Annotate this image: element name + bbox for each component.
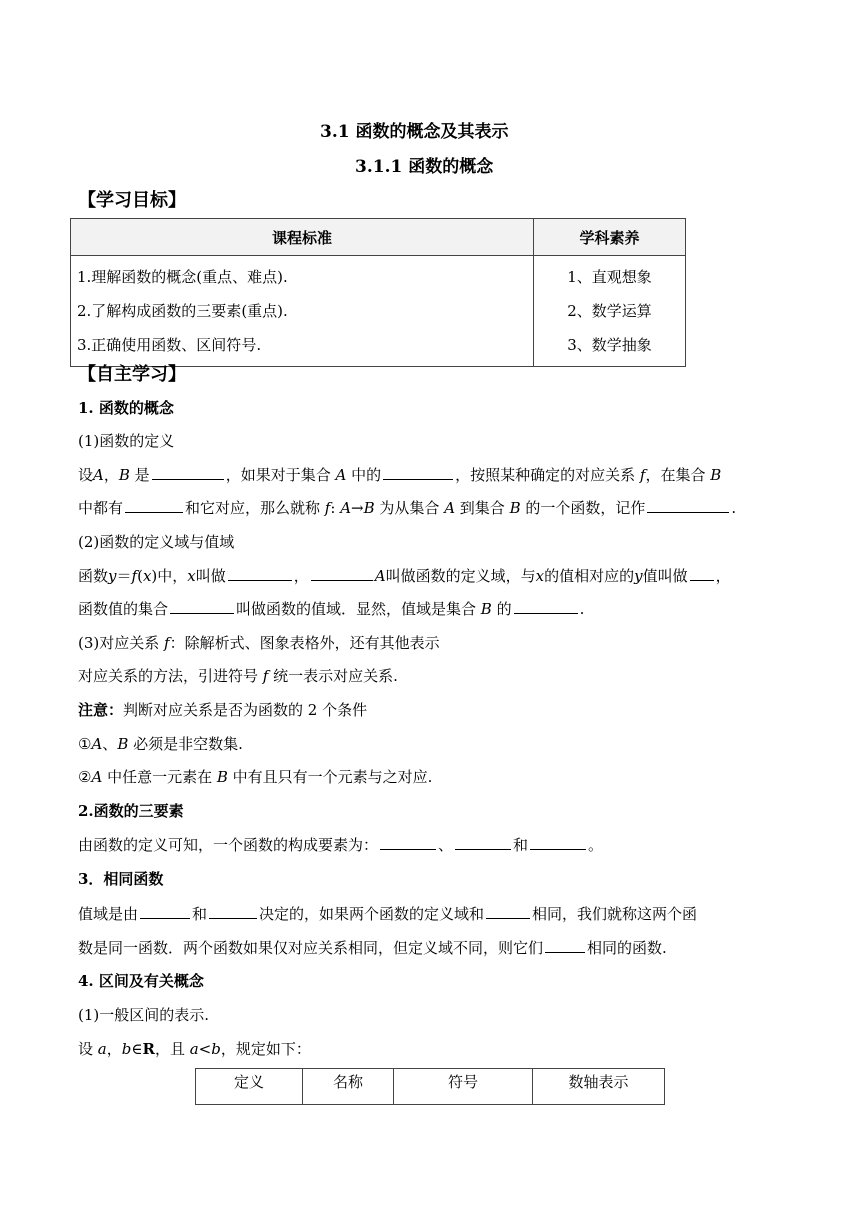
heading-function-concept: 1. 函数的概念 <box>78 399 174 417</box>
fill-blank <box>455 848 511 850</box>
fill-blank <box>140 917 190 919</box>
literacy-cell <box>534 256 686 367</box>
same-function-line-2: 数是同一函数．两个函数如果仅对应关系相同，但定义域不同，则它们 相同的函数. <box>78 939 667 957</box>
subheading-definition: (1)函数的定义 <box>78 432 175 450</box>
learning-goals-table <box>70 218 686 367</box>
heading-interval: 4. 区间及有关概念 <box>78 972 204 990</box>
standards-cell <box>71 256 534 367</box>
fill-blank <box>152 478 224 480</box>
note-item-2: ②A 中任意一元素在 B 中有且只有一个元素与之对应. <box>78 768 433 786</box>
header-name: 名称 <box>303 1069 394 1105</box>
subheading-domain-range: (2)函数的定义域与值域 <box>78 533 235 551</box>
standard-item: 1.理解函数的概念(重点、难点). <box>77 268 288 286</box>
header-number-line: 数轴表示 <box>533 1069 665 1105</box>
note-item-1: ①A、B 必须是非空数集. <box>78 735 243 753</box>
mapping-line-1: (3)对应关系 f：除解析式、图象表格外，还有其他表示 <box>78 634 440 652</box>
interval-subheading: (1)一般区间的表示. <box>78 1006 210 1024</box>
three-elements-line: 由函数的定义可知，一个函数的构成要素为： 、 和 。 <box>78 836 604 854</box>
domain-line-1: 函数y＝f(x)中，x叫做 ， A叫做函数的定义域，与x的值相对应的y值叫做 ， <box>78 567 731 585</box>
fill-blank <box>647 511 729 513</box>
literacy-item: 3、数学抽象 <box>567 336 652 354</box>
fill-blank <box>486 917 530 919</box>
fill-blank <box>383 478 453 480</box>
header-definition: 定义 <box>196 1069 303 1105</box>
subsection-title: 3.1.1 函数的概念 <box>355 157 494 177</box>
literacy-item: 1、直观想象 <box>567 268 652 286</box>
heading-same-function: 3．相同函数 <box>78 870 164 888</box>
same-function-line-1: 值域是由 和 决定的，如果两个函数的定义域和 相同，我们就称这两个函 <box>78 905 698 923</box>
definition-line-1: 设A，B 是 ，如果对于集合 A 中的 ，按照某种确定的对应关系 f，在集合 B <box>78 466 722 484</box>
header-literacy: 学科素养 <box>534 219 686 256</box>
domain-line-2: 函数值的集合 叫做函数的值域．显然，值域是集合 B 的 . <box>78 600 585 618</box>
definition-line-2: 中都有 和它对应，那么就称 f: A→B 为从集合 A 到集合 B 的一个函数，记作 . <box>78 499 737 517</box>
heading-three-elements: 2.函数的三要素 <box>78 802 184 820</box>
note-line: 注意：判断对应关系是否为函数的 2 个条件 <box>78 701 368 719</box>
learning-goals-heading: 【学习目标】 <box>78 190 186 211</box>
literacy-item: 2、数学运算 <box>567 302 652 320</box>
header-symbol: 符号 <box>394 1069 533 1105</box>
header-course-standard: 课程标准 <box>71 219 534 256</box>
fill-blank <box>228 579 292 581</box>
fill-blank <box>530 848 586 850</box>
fill-blank <box>514 612 578 614</box>
standard-item: 3.正确使用函数、区间符号. <box>77 336 262 354</box>
interval-table <box>195 1068 665 1105</box>
fill-blank <box>170 612 234 614</box>
fill-blank <box>545 951 585 953</box>
standard-item: 2.了解构成函数的三要素(重点). <box>77 302 288 320</box>
interval-setup-line: 设 a，b∈R，且 a<b，规定如下： <box>78 1040 311 1058</box>
self-study-heading: 【自主学习】 <box>78 364 186 385</box>
fill-blank <box>209 917 257 919</box>
fill-blank <box>690 579 714 581</box>
fill-blank <box>125 511 183 513</box>
mapping-line-2: 对应关系的方法，引进符号 f 统一表示对应关系. <box>78 667 398 685</box>
fill-blank <box>380 848 436 850</box>
section-title: 3.1 函数的概念及其表示 <box>320 122 509 142</box>
fill-blank <box>311 579 373 581</box>
